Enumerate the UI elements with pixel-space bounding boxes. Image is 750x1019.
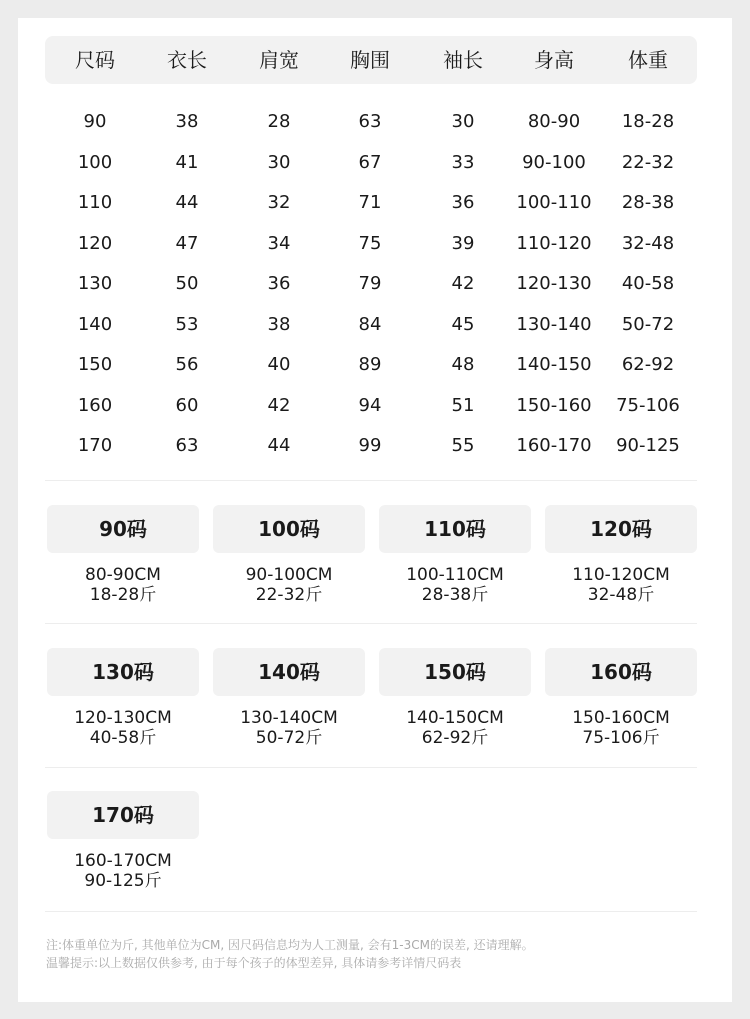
note-line-2: 温馨提示:以上数据仅供参考, 由于每个孩子的体型差异, 具体请参考详情尺码表 <box>46 956 462 970</box>
table-cell: 36 <box>451 192 475 213</box>
column-header: 袖长 <box>443 48 483 72</box>
size-label: 150码 <box>379 648 531 696</box>
table-cell: 71 <box>358 192 382 213</box>
table-cell: 41 <box>175 151 199 173</box>
table-cell: 160-170 <box>516 435 592 456</box>
table-cell: 28-38 <box>621 192 675 213</box>
table-cell: 55 <box>451 435 475 456</box>
table-cell: 30 <box>267 151 291 173</box>
table-cell: 120-130 <box>516 273 592 294</box>
table-cell: 30 <box>451 111 475 132</box>
size-label: 120码 <box>545 505 697 553</box>
table-cell: 44 <box>175 192 199 213</box>
size-weight: 62-92斤 <box>421 728 489 748</box>
size-height: 140-150CM <box>406 708 504 728</box>
table-cell: 63 <box>175 435 199 456</box>
table-cell: 42 <box>451 273 475 294</box>
table-cell: 53 <box>175 313 199 335</box>
table-cell: 75 <box>358 232 382 254</box>
size-label: 140码 <box>213 648 365 696</box>
table-cell: 36 <box>267 273 291 294</box>
table-cell: 90 <box>83 111 107 132</box>
table-cell: 33 <box>451 151 475 173</box>
size-height: 80-90CM <box>85 565 161 585</box>
column-header: 体重 <box>628 48 668 72</box>
table-cell: 40 <box>267 354 291 375</box>
size-label: 160码 <box>545 648 697 696</box>
column-header: 身高 <box>534 48 574 72</box>
table-cell: 45 <box>451 313 475 335</box>
table-cell: 90-100 <box>522 151 586 173</box>
size-weight: 28-38斤 <box>421 585 489 605</box>
size-card <box>213 505 365 605</box>
table-cell: 90-125 <box>616 435 680 456</box>
size-card <box>47 791 199 891</box>
table-cell: 150-160 <box>516 394 592 416</box>
table-cell: 38 <box>267 313 291 335</box>
size-weight: 18-28斤 <box>89 585 157 605</box>
table-cell: 56 <box>175 354 199 375</box>
size-card <box>379 648 531 748</box>
table-cell: 80-90 <box>527 111 581 132</box>
size-weight: 22-32斤 <box>255 585 323 605</box>
table-cell: 140-150 <box>516 354 592 375</box>
table-cell: 110-120 <box>516 232 592 254</box>
divider <box>45 480 697 481</box>
table-cell: 39 <box>451 232 475 254</box>
notes <box>46 936 706 972</box>
table-cell: 79 <box>358 273 382 294</box>
table-cell: 18-28 <box>621 111 675 132</box>
table-cell: 84 <box>358 313 382 335</box>
size-card <box>545 505 697 605</box>
size-height: 150-160CM <box>572 708 670 728</box>
table-cell: 62-92 <box>621 354 675 375</box>
table-cell: 32 <box>267 192 291 213</box>
table-cell: 60 <box>175 394 199 416</box>
size-height: 90-100CM <box>245 565 333 585</box>
table-cell: 22-32 <box>621 151 675 173</box>
table-cell: 94 <box>358 394 382 416</box>
size-card <box>47 648 199 748</box>
table-cell: 75-106 <box>616 394 680 416</box>
size-card <box>213 648 365 748</box>
size-card <box>379 505 531 605</box>
divider <box>45 623 697 624</box>
table-cell: 160 <box>77 394 113 416</box>
column-header: 肩宽 <box>259 48 299 72</box>
table-cell: 34 <box>267 232 291 254</box>
table-cell: 99 <box>358 435 382 456</box>
table-header <box>45 36 697 84</box>
size-weight: 40-58斤 <box>89 728 157 748</box>
divider <box>45 911 697 912</box>
table-cell: 130-140 <box>516 313 592 335</box>
table-cell: 170 <box>77 435 113 456</box>
table-cell: 63 <box>358 111 382 132</box>
table-cell: 50 <box>175 273 199 294</box>
table-cell: 32-48 <box>621 232 675 254</box>
note-line-1: 注:体重单位为斤, 其他单位为CM, 因尺码信息均为人工测量, 会有1-3CM的误差, 还请理解。 <box>46 938 534 952</box>
divider <box>45 767 697 768</box>
column-header: 尺码 <box>75 48 115 72</box>
size-height: 120-130CM <box>74 708 172 728</box>
size-height: 110-120CM <box>572 565 670 585</box>
size-chart-card <box>18 18 732 1002</box>
size-weight: 32-48斤 <box>587 585 655 605</box>
size-label: 110码 <box>379 505 531 553</box>
table-cell: 48 <box>451 354 475 375</box>
size-weight: 90-125斤 <box>84 871 162 891</box>
size-label: 170码 <box>47 791 199 839</box>
size-label: 90码 <box>47 505 199 553</box>
table-cell: 38 <box>175 111 199 132</box>
table-cell: 110 <box>77 192 113 213</box>
size-height: 100-110CM <box>406 565 504 585</box>
table-cell: 120 <box>77 232 113 254</box>
table-cell: 140 <box>77 313 113 335</box>
size-label: 130码 <box>47 648 199 696</box>
table-cell: 89 <box>358 354 382 375</box>
table-cell: 28 <box>267 111 291 132</box>
table-cell: 47 <box>175 232 199 254</box>
column-header: 胸围 <box>350 48 390 72</box>
size-label: 100码 <box>213 505 365 553</box>
size-weight: 50-72斤 <box>255 728 323 748</box>
table-cell: 100 <box>77 151 113 173</box>
table-cell: 150 <box>77 354 113 375</box>
size-weight: 75-106斤 <box>582 728 660 748</box>
size-card <box>47 505 199 605</box>
column-header: 衣长 <box>167 48 207 72</box>
table-cell: 67 <box>358 151 382 173</box>
table-cell: 130 <box>77 273 113 294</box>
size-height: 130-140CM <box>240 708 338 728</box>
table-cell: 50-72 <box>621 313 675 335</box>
table-cell: 51 <box>451 394 475 416</box>
table-cell: 44 <box>267 435 291 456</box>
table-cell: 40-58 <box>621 273 675 294</box>
table-cell: 42 <box>267 394 291 416</box>
table-cell: 100-110 <box>516 192 592 213</box>
size-height: 160-170CM <box>74 851 172 871</box>
size-card <box>545 648 697 748</box>
